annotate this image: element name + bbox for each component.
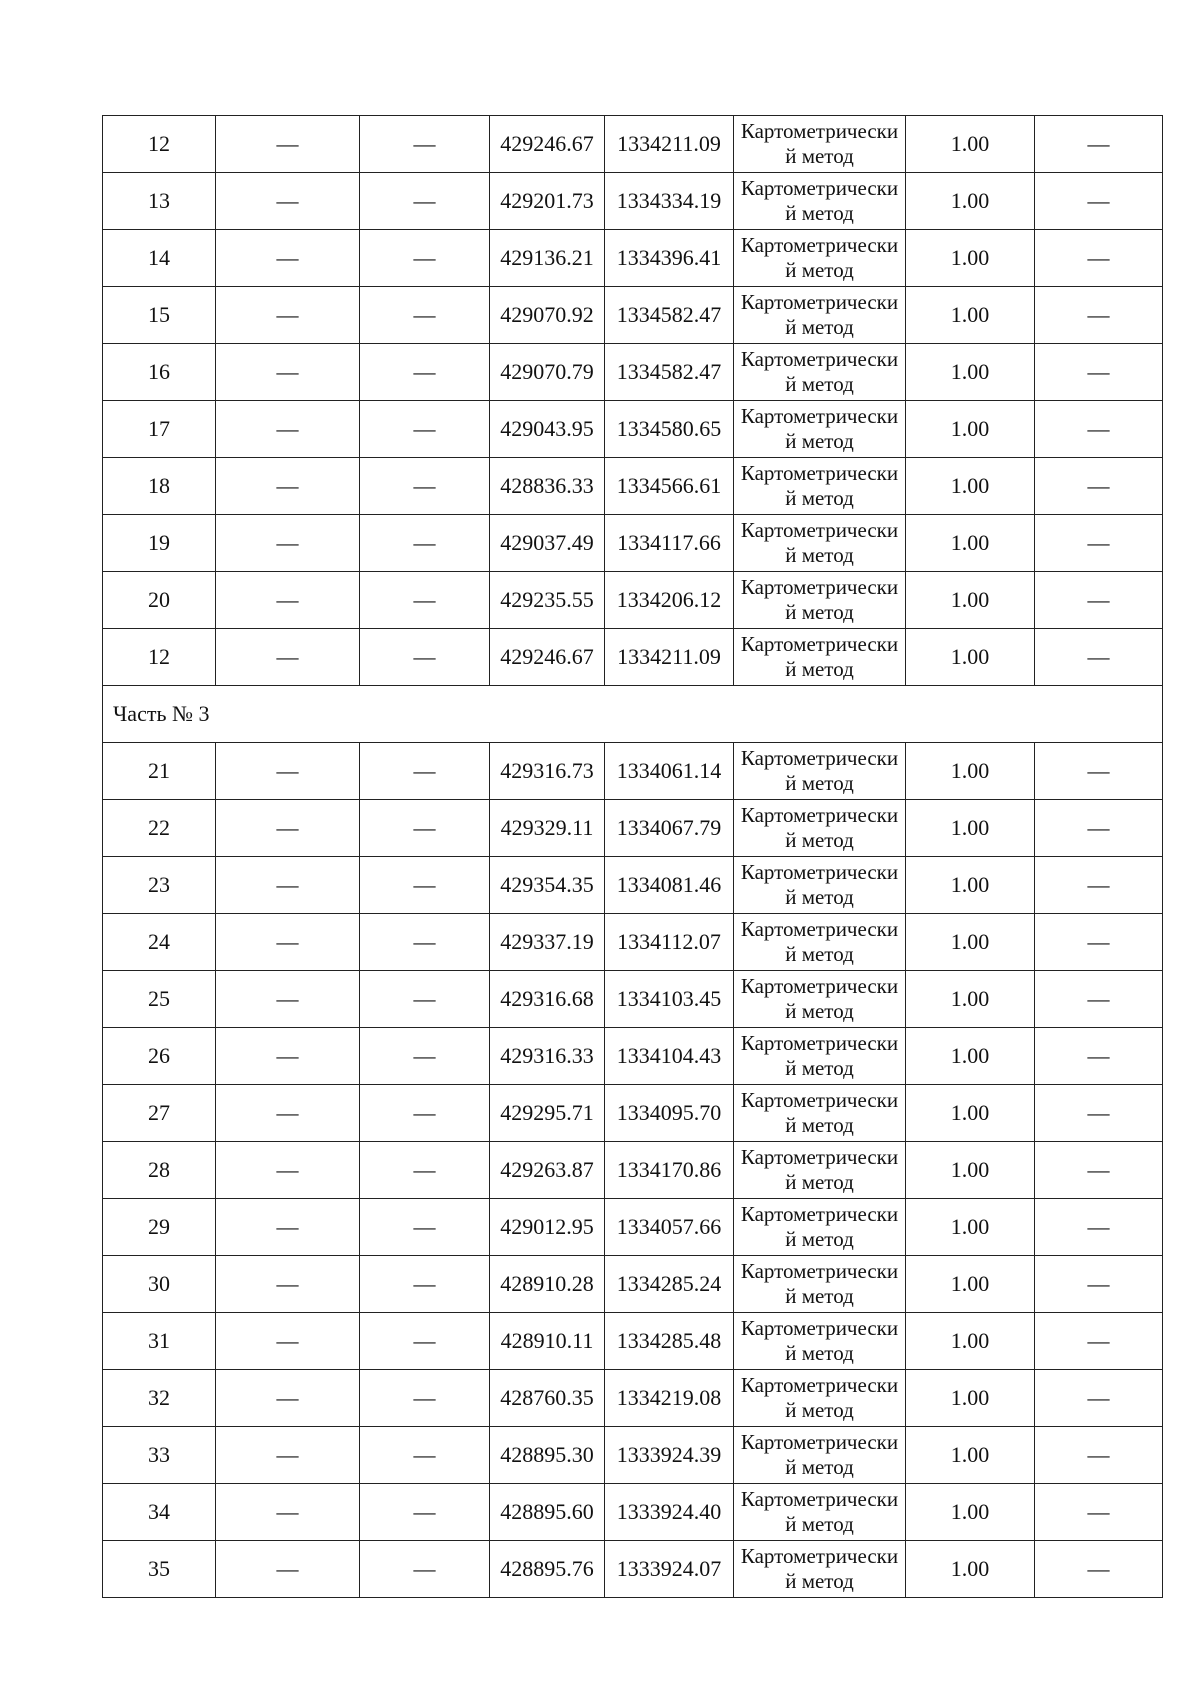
dash-cell: — (1035, 743, 1163, 800)
dash-cell: — (216, 1313, 360, 1370)
accuracy-cell: 1.00 (906, 1427, 1035, 1484)
point-number-cell: 12 (103, 116, 216, 173)
y-coordinate-cell: 1334582.47 (605, 344, 734, 401)
x-coordinate-cell: 428895.60 (490, 1484, 605, 1541)
x-coordinate-cell: 429263.87 (490, 1142, 605, 1199)
accuracy-cell: 1.00 (906, 1142, 1035, 1199)
dash-cell: — (216, 401, 360, 458)
dash-cell: — (216, 173, 360, 230)
dash-cell: — (1035, 1085, 1163, 1142)
method-cell: Картометрический метод (734, 1256, 906, 1313)
method-cell: Картометрический метод (734, 458, 906, 515)
dash-cell: — (1035, 1427, 1163, 1484)
method-cell: Картометрический метод (734, 1370, 906, 1427)
y-coordinate-cell: 1333924.40 (605, 1484, 734, 1541)
dash-cell: — (360, 572, 490, 629)
accuracy-cell: 1.00 (906, 344, 1035, 401)
point-number-cell: 32 (103, 1370, 216, 1427)
x-coordinate-cell: 428760.35 (490, 1370, 605, 1427)
dash-cell: — (216, 857, 360, 914)
point-number-cell: 26 (103, 1028, 216, 1085)
table-row (103, 344, 1163, 401)
dash-cell: — (216, 1085, 360, 1142)
x-coordinate-cell: 429316.68 (490, 971, 605, 1028)
x-coordinate-cell: 429070.92 (490, 287, 605, 344)
y-coordinate-cell: 1334206.12 (605, 572, 734, 629)
accuracy-cell: 1.00 (906, 1028, 1035, 1085)
dash-cell: — (216, 1484, 360, 1541)
accuracy-cell: 1.00 (906, 401, 1035, 458)
method-cell: Картометрический метод (734, 914, 906, 971)
point-number-cell: 19 (103, 515, 216, 572)
dash-cell: — (216, 914, 360, 971)
dash-cell: — (360, 458, 490, 515)
y-coordinate-cell: 1334095.70 (605, 1085, 734, 1142)
table-row (103, 1370, 1163, 1427)
x-coordinate-cell: 428836.33 (490, 458, 605, 515)
x-coordinate-cell: 429235.55 (490, 572, 605, 629)
table-row (103, 572, 1163, 629)
table-row (103, 857, 1163, 914)
accuracy-cell: 1.00 (906, 572, 1035, 629)
dash-cell: — (360, 1484, 490, 1541)
section-label: Часть № 3 (103, 686, 1163, 743)
dash-cell: — (360, 401, 490, 458)
table-row (103, 1142, 1163, 1199)
y-coordinate-cell: 1334067.79 (605, 800, 734, 857)
point-number-cell: 17 (103, 401, 216, 458)
dash-cell: — (360, 1313, 490, 1370)
method-cell: Картометрический метод (734, 401, 906, 458)
x-coordinate-cell: 429329.11 (490, 800, 605, 857)
x-coordinate-cell: 428910.11 (490, 1313, 605, 1370)
method-cell: Картометрический метод (734, 1313, 906, 1370)
point-number-cell: 35 (103, 1541, 216, 1598)
accuracy-cell: 1.00 (906, 458, 1035, 515)
method-cell: Картометрический метод (734, 515, 906, 572)
accuracy-cell: 1.00 (906, 914, 1035, 971)
method-cell: Картометрический метод (734, 1427, 906, 1484)
table-row (103, 401, 1163, 458)
dash-cell: — (360, 287, 490, 344)
y-coordinate-cell: 1334566.61 (605, 458, 734, 515)
dash-cell: — (1035, 116, 1163, 173)
x-coordinate-cell: 429070.79 (490, 344, 605, 401)
dash-cell: — (1035, 344, 1163, 401)
accuracy-cell: 1.00 (906, 629, 1035, 686)
accuracy-cell: 1.00 (906, 1313, 1035, 1370)
dash-cell: — (360, 1256, 490, 1313)
x-coordinate-cell: 429037.49 (490, 515, 605, 572)
y-coordinate-cell: 1333924.07 (605, 1541, 734, 1598)
table-row (103, 1484, 1163, 1541)
section-row (103, 686, 1163, 743)
dash-cell: — (1035, 1028, 1163, 1085)
dash-cell: — (360, 800, 490, 857)
dash-cell: — (360, 1541, 490, 1598)
point-number-cell: 30 (103, 1256, 216, 1313)
accuracy-cell: 1.00 (906, 116, 1035, 173)
point-number-cell: 15 (103, 287, 216, 344)
point-number-cell: 23 (103, 857, 216, 914)
dash-cell: — (1035, 1256, 1163, 1313)
y-coordinate-cell: 1334211.09 (605, 629, 734, 686)
accuracy-cell: 1.00 (906, 287, 1035, 344)
dash-cell: — (216, 971, 360, 1028)
point-number-cell: 31 (103, 1313, 216, 1370)
method-cell: Картометрический метод (734, 230, 906, 287)
table-row (103, 230, 1163, 287)
y-coordinate-cell: 1334117.66 (605, 515, 734, 572)
accuracy-cell: 1.00 (906, 1199, 1035, 1256)
method-cell: Картометрический метод (734, 572, 906, 629)
method-cell: Картометрический метод (734, 173, 906, 230)
dash-cell: — (360, 1370, 490, 1427)
method-cell: Картометрический метод (734, 857, 906, 914)
x-coordinate-cell: 428910.28 (490, 1256, 605, 1313)
dash-cell: — (360, 629, 490, 686)
x-coordinate-cell: 429316.73 (490, 743, 605, 800)
dash-cell: — (360, 971, 490, 1028)
y-coordinate-cell: 1334580.65 (605, 401, 734, 458)
dash-cell: — (360, 743, 490, 800)
method-cell: Картометрический метод (734, 1484, 906, 1541)
dash-cell: — (216, 629, 360, 686)
accuracy-cell: 1.00 (906, 515, 1035, 572)
y-coordinate-cell: 1334104.43 (605, 1028, 734, 1085)
method-cell: Картометрический метод (734, 1199, 906, 1256)
point-number-cell: 12 (103, 629, 216, 686)
accuracy-cell: 1.00 (906, 743, 1035, 800)
x-coordinate-cell: 428895.76 (490, 1541, 605, 1598)
method-cell: Картометрический метод (734, 344, 906, 401)
table-row (103, 743, 1163, 800)
x-coordinate-cell: 429295.71 (490, 1085, 605, 1142)
accuracy-cell: 1.00 (906, 1370, 1035, 1427)
dash-cell: — (216, 458, 360, 515)
accuracy-cell: 1.00 (906, 857, 1035, 914)
table-row (103, 1427, 1163, 1484)
table-row (103, 1313, 1163, 1370)
dash-cell: — (216, 743, 360, 800)
dash-cell: — (360, 1199, 490, 1256)
dash-cell: — (360, 116, 490, 173)
table-row (103, 1028, 1163, 1085)
dash-cell: — (1035, 1142, 1163, 1199)
method-cell: Картометрический метод (734, 1085, 906, 1142)
dash-cell: — (216, 230, 360, 287)
table-row (103, 287, 1163, 344)
dash-cell: — (360, 1028, 490, 1085)
accuracy-cell: 1.00 (906, 1256, 1035, 1313)
accuracy-cell: 1.00 (906, 800, 1035, 857)
table-row (103, 173, 1163, 230)
point-number-cell: 34 (103, 1484, 216, 1541)
dash-cell: — (1035, 914, 1163, 971)
dash-cell: — (1035, 515, 1163, 572)
table-row (103, 971, 1163, 1028)
dash-cell: — (1035, 857, 1163, 914)
method-cell: Картометрический метод (734, 1028, 906, 1085)
method-cell: Картометрический метод (734, 800, 906, 857)
point-number-cell: 14 (103, 230, 216, 287)
x-coordinate-cell: 429043.95 (490, 401, 605, 458)
y-coordinate-cell: 1334170.86 (605, 1142, 734, 1199)
point-number-cell: 21 (103, 743, 216, 800)
table-row (103, 629, 1163, 686)
y-coordinate-cell: 1334081.46 (605, 857, 734, 914)
dash-cell: — (360, 515, 490, 572)
dash-cell: — (360, 230, 490, 287)
point-number-cell: 13 (103, 173, 216, 230)
table-row (103, 515, 1163, 572)
dash-cell: — (216, 344, 360, 401)
x-coordinate-cell: 429136.21 (490, 230, 605, 287)
dash-cell: — (1035, 1199, 1163, 1256)
method-cell: Картометрический метод (734, 743, 906, 800)
x-coordinate-cell: 429337.19 (490, 914, 605, 971)
accuracy-cell: 1.00 (906, 230, 1035, 287)
y-coordinate-cell: 1334061.14 (605, 743, 734, 800)
x-coordinate-cell: 429201.73 (490, 173, 605, 230)
dash-cell: — (1035, 287, 1163, 344)
x-coordinate-cell: 429354.35 (490, 857, 605, 914)
accuracy-cell: 1.00 (906, 971, 1035, 1028)
dash-cell: — (1035, 1313, 1163, 1370)
y-coordinate-cell: 1334211.09 (605, 116, 734, 173)
point-number-cell: 29 (103, 1199, 216, 1256)
accuracy-cell: 1.00 (906, 1541, 1035, 1598)
x-coordinate-cell: 428895.30 (490, 1427, 605, 1484)
point-number-cell: 28 (103, 1142, 216, 1199)
dash-cell: — (216, 515, 360, 572)
dash-cell: — (1035, 971, 1163, 1028)
dash-cell: — (216, 1028, 360, 1085)
point-number-cell: 25 (103, 971, 216, 1028)
dash-cell: — (360, 1085, 490, 1142)
dash-cell: — (1035, 1370, 1163, 1427)
table-row (103, 1541, 1163, 1598)
y-coordinate-cell: 1334334.19 (605, 173, 734, 230)
dash-cell: — (216, 1427, 360, 1484)
dash-cell: — (1035, 1484, 1163, 1541)
x-coordinate-cell: 429316.33 (490, 1028, 605, 1085)
accuracy-cell: 1.00 (906, 1484, 1035, 1541)
y-coordinate-cell: 1334582.47 (605, 287, 734, 344)
dash-cell: — (1035, 629, 1163, 686)
method-cell: Картометрический метод (734, 1541, 906, 1598)
dash-cell: — (1035, 1541, 1163, 1598)
y-coordinate-cell: 1334057.66 (605, 1199, 734, 1256)
point-number-cell: 20 (103, 572, 216, 629)
point-number-cell: 27 (103, 1085, 216, 1142)
point-number-cell: 22 (103, 800, 216, 857)
dash-cell: — (1035, 401, 1163, 458)
method-cell: Картометрический метод (734, 1142, 906, 1199)
dash-cell: — (360, 1427, 490, 1484)
dash-cell: — (1035, 458, 1163, 515)
dash-cell: — (360, 857, 490, 914)
dash-cell: — (1035, 230, 1163, 287)
table-row (103, 800, 1163, 857)
dash-cell: — (216, 1199, 360, 1256)
dash-cell: — (216, 1370, 360, 1427)
method-cell: Картометрический метод (734, 287, 906, 344)
x-coordinate-cell: 429012.95 (490, 1199, 605, 1256)
method-cell: Картометрический метод (734, 971, 906, 1028)
point-number-cell: 16 (103, 344, 216, 401)
coordinates-table (102, 115, 1163, 1598)
table-row (103, 1199, 1163, 1256)
dash-cell: — (216, 1256, 360, 1313)
dash-cell: — (360, 173, 490, 230)
x-coordinate-cell: 429246.67 (490, 116, 605, 173)
dash-cell: — (360, 344, 490, 401)
dash-cell: — (216, 116, 360, 173)
dash-cell: — (216, 1142, 360, 1199)
dash-cell: — (216, 572, 360, 629)
point-number-cell: 33 (103, 1427, 216, 1484)
y-coordinate-cell: 1334396.41 (605, 230, 734, 287)
table-body (103, 116, 1163, 1598)
table-row (103, 1256, 1163, 1313)
y-coordinate-cell: 1333924.39 (605, 1427, 734, 1484)
dash-cell: — (360, 914, 490, 971)
table-row (103, 1085, 1163, 1142)
dash-cell: — (1035, 800, 1163, 857)
y-coordinate-cell: 1334103.45 (605, 971, 734, 1028)
point-number-cell: 24 (103, 914, 216, 971)
y-coordinate-cell: 1334112.07 (605, 914, 734, 971)
method-cell: Картометрический метод (734, 629, 906, 686)
accuracy-cell: 1.00 (906, 173, 1035, 230)
point-number-cell: 18 (103, 458, 216, 515)
dash-cell: — (216, 1541, 360, 1598)
table-row (103, 914, 1163, 971)
y-coordinate-cell: 1334219.08 (605, 1370, 734, 1427)
dash-cell: — (216, 287, 360, 344)
dash-cell: — (1035, 572, 1163, 629)
y-coordinate-cell: 1334285.24 (605, 1256, 734, 1313)
dash-cell: — (216, 800, 360, 857)
dash-cell: — (1035, 173, 1163, 230)
table-row (103, 458, 1163, 515)
accuracy-cell: 1.00 (906, 1085, 1035, 1142)
method-cell: Картометрический метод (734, 116, 906, 173)
x-coordinate-cell: 429246.67 (490, 629, 605, 686)
y-coordinate-cell: 1334285.48 (605, 1313, 734, 1370)
table-row (103, 116, 1163, 173)
dash-cell: — (360, 1142, 490, 1199)
